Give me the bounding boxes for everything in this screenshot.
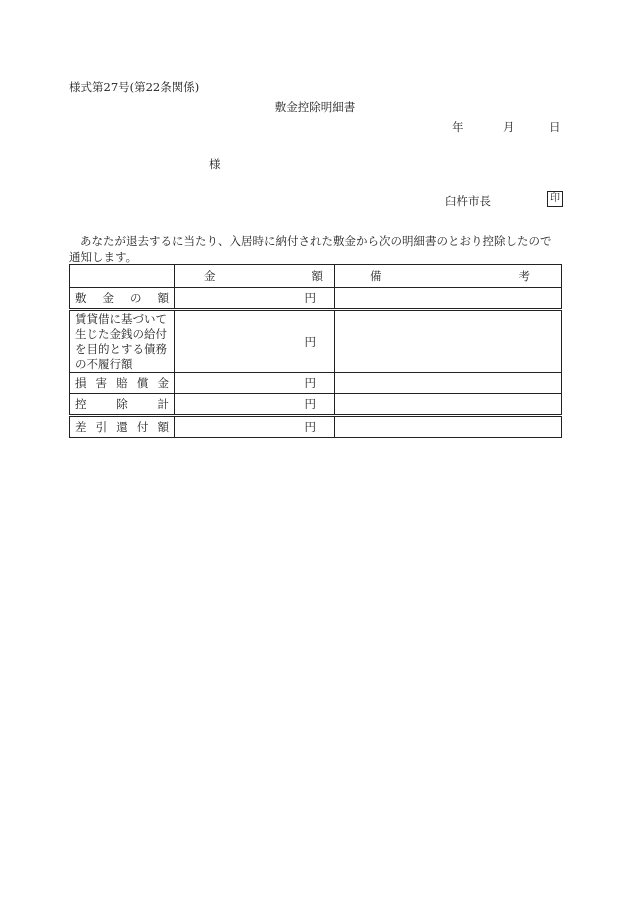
date-day-label: 日 [549, 120, 561, 134]
label-char: 付 [136, 420, 149, 434]
header-amount-char: 額 [311, 269, 323, 283]
label-line: 生じた金銭の給付 [75, 326, 167, 341]
label-line: 賃貸借に基づいて [75, 311, 167, 326]
table-header-row [70, 265, 562, 288]
label-char: 除 [116, 397, 128, 411]
row-label [70, 310, 175, 373]
deduction-table [69, 264, 562, 438]
row-label [70, 288, 175, 310]
header-amount-cell [175, 265, 335, 288]
form-number: 様式第27号(第22条関係) [69, 80, 200, 94]
amount-cell: 円 [175, 416, 335, 438]
amount-cell: 円 [175, 373, 335, 394]
header-notes-cell [335, 265, 562, 288]
label-char: 還 [116, 420, 128, 434]
notes-cell [335, 288, 562, 310]
label-char: 金 [102, 291, 114, 305]
label-char: 損 [75, 376, 87, 390]
label-line: を目的とする債務 [75, 341, 167, 356]
table-row-deduction-total [70, 394, 562, 416]
label-char: 計 [157, 397, 169, 411]
header-notes-char: 備 [370, 269, 382, 283]
label-char: 額 [157, 291, 169, 305]
row-label [70, 394, 175, 416]
amount-cell: 円 [175, 288, 335, 310]
table-row-nonperformance [70, 310, 562, 373]
date-month-label: 月 [503, 120, 515, 134]
label-line: の不履行額 [75, 356, 133, 371]
label-char: 敷 [75, 291, 87, 305]
issuer-name: 臼杵市長 [445, 194, 491, 208]
notes-cell [335, 373, 562, 394]
recipient-suffix: 様 [209, 157, 221, 171]
label-char: 額 [157, 420, 169, 434]
table-row-damages [70, 373, 562, 394]
document-title: 敷金控除明細書 [274, 100, 356, 114]
notes-cell [335, 310, 562, 373]
amount-cell: 円 [175, 394, 335, 416]
seal-mark: 印 [547, 191, 563, 207]
label-char: 金 [157, 376, 169, 390]
label-char: 差 [75, 420, 87, 434]
label-char: 害 [95, 376, 108, 390]
notes-cell [335, 394, 562, 416]
row-label [70, 416, 175, 438]
notes-cell [335, 416, 562, 438]
label-char: 賠 [116, 376, 128, 390]
amount-cell: 円 [175, 310, 335, 373]
notice-body-text: あなたが退去するに当たり、入居時に納付された敷金から次の明細書のとおり控除したので通知します。 [69, 234, 552, 264]
label-char: 控 [75, 397, 87, 411]
header-blank-cell [70, 265, 175, 288]
label-char: 償 [136, 376, 149, 390]
date-year-label: 年 [452, 120, 464, 134]
row-label [70, 373, 175, 394]
label-char: 引 [95, 420, 108, 434]
table-row-refund [70, 416, 562, 438]
table-row-deposit [70, 288, 562, 310]
header-amount-char: 金 [204, 269, 216, 283]
label-char: の [130, 291, 142, 305]
header-notes-char: 考 [518, 269, 530, 283]
